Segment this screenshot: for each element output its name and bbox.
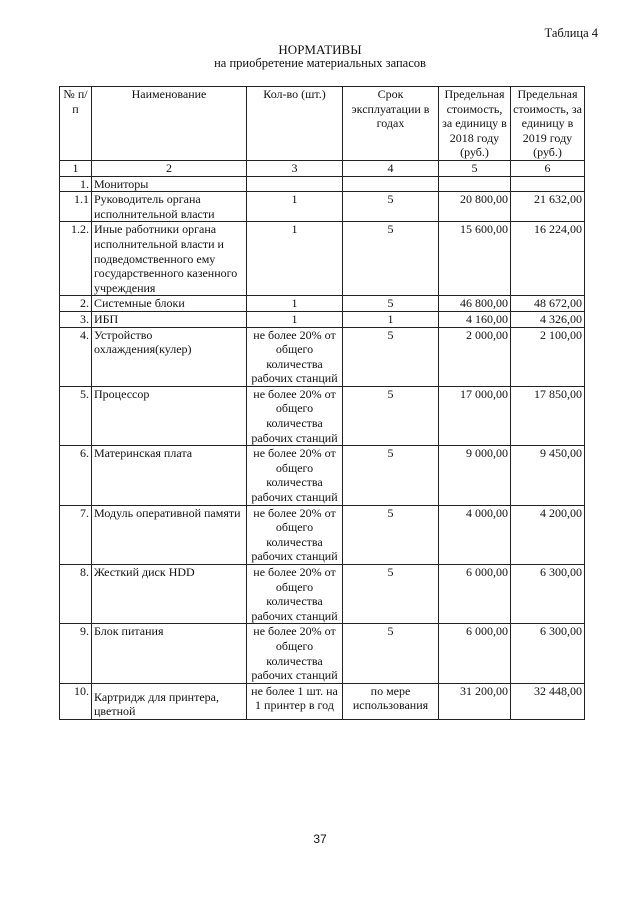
- row-name: Иные работники органа исполнительной власти и подведомственного ему государственного казенного учреждения: [92, 222, 247, 296]
- table-row: [60, 222, 585, 296]
- row-num: 1.2.: [60, 222, 92, 296]
- row-qty: не более 20% от общего количества рабочих станций: [247, 624, 343, 683]
- row-price-2018: 4 000,00: [439, 505, 511, 564]
- header-qty: Кол-во (шт.): [247, 87, 343, 161]
- header-price-2019: Предельная стоимость, за единицу в 2019 году (руб.): [511, 87, 585, 161]
- header-row: [60, 87, 585, 161]
- row-term: 5: [343, 386, 439, 445]
- row-num: 5.: [60, 386, 92, 445]
- row-price-2018: 15 600,00: [439, 222, 511, 296]
- row-name: Мониторы: [92, 176, 247, 192]
- row-qty: не более 20% от общего количества рабочих станций: [247, 505, 343, 564]
- row-price-2018: 9 000,00: [439, 446, 511, 505]
- table-row: [60, 327, 585, 386]
- row-num: 2.: [60, 296, 92, 312]
- row-num: 3.: [60, 311, 92, 327]
- header-num: № п/п: [60, 87, 92, 161]
- col-number: 1: [60, 160, 92, 176]
- row-num: 1.1: [60, 192, 92, 222]
- table-row: [60, 565, 585, 624]
- col-number: 2: [92, 160, 247, 176]
- table-row: [60, 311, 585, 327]
- table-caption: Таблица 4: [544, 26, 598, 40]
- row-qty: 1: [247, 192, 343, 222]
- row-num: 8.: [60, 565, 92, 624]
- row-qty: 1: [247, 222, 343, 296]
- row-price-2018: 20 800,00: [439, 192, 511, 222]
- row-term: 5: [343, 505, 439, 564]
- row-qty: не более 20% от общего количества рабочих станций: [247, 386, 343, 445]
- col-number: 5: [439, 160, 511, 176]
- row-name: Блок питания: [92, 624, 247, 683]
- row-price-2019: 6 300,00: [511, 565, 585, 624]
- col-number: 4: [343, 160, 439, 176]
- row-name: Материнская плата: [92, 446, 247, 505]
- row-price-2018: 6 000,00: [439, 565, 511, 624]
- row-num: 6.: [60, 446, 92, 505]
- table-row: [60, 624, 585, 683]
- row-term: по мере использования: [343, 683, 439, 719]
- header-term: Срок эксплуатации в годах: [343, 87, 439, 161]
- row-term: 5: [343, 192, 439, 222]
- table-row: [60, 386, 585, 445]
- row-name: Устройство охлаждения(кулер): [92, 327, 247, 386]
- column-number-row: [60, 160, 585, 176]
- row-qty: не более 20% от общего количества рабочих станций: [247, 446, 343, 505]
- table-row: [60, 192, 585, 222]
- row-qty: не более 1 шт. на 1 принтер в год: [247, 683, 343, 719]
- row-term: 1: [343, 311, 439, 327]
- row-qty: [247, 176, 343, 192]
- row-price-2019: 4 326,00: [511, 311, 585, 327]
- document-subtitle: на приобретение материальных запасов: [214, 56, 426, 70]
- row-num: 10.: [60, 683, 92, 719]
- row-price-2019: 17 850,00: [511, 386, 585, 445]
- table-row: [60, 296, 585, 312]
- row-term: 5: [343, 565, 439, 624]
- row-term: 5: [343, 222, 439, 296]
- row-price-2018: 4 160,00: [439, 311, 511, 327]
- norms-table: [59, 86, 585, 720]
- row-price-2018: 17 000,00: [439, 386, 511, 445]
- row-price-2018: [439, 176, 511, 192]
- table-row: [60, 505, 585, 564]
- document-title: НОРМАТИВЫ: [278, 42, 362, 57]
- row-name: Модуль оперативной памяти: [92, 505, 247, 564]
- row-price-2018: 6 000,00: [439, 624, 511, 683]
- row-num: 7.: [60, 505, 92, 564]
- row-term: 5: [343, 624, 439, 683]
- table-row: [60, 176, 585, 192]
- row-price-2018: 31 200,00: [439, 683, 511, 719]
- row-term: 5: [343, 446, 439, 505]
- row-price-2019: 6 300,00: [511, 624, 585, 683]
- row-qty: 1: [247, 296, 343, 312]
- col-number: 6: [511, 160, 585, 176]
- row-qty: 1: [247, 311, 343, 327]
- table-row: [60, 683, 585, 719]
- row-term: 5: [343, 296, 439, 312]
- row-price-2018: 2 000,00: [439, 327, 511, 386]
- row-name: Картридж для принтера, цветной: [92, 683, 247, 719]
- row-price-2019: 9 450,00: [511, 446, 585, 505]
- row-price-2019: 32 448,00: [511, 683, 585, 719]
- table-row: [60, 446, 585, 505]
- row-name: Процессор: [92, 386, 247, 445]
- row-price-2019: [511, 176, 585, 192]
- row-num: 1.: [60, 176, 92, 192]
- row-price-2019: 16 224,00: [511, 222, 585, 296]
- row-num: 4.: [60, 327, 92, 386]
- row-name: Жесткий диск HDD: [92, 565, 247, 624]
- row-name: Руководитель органа исполнительной власти: [92, 192, 247, 222]
- row-price-2018: 46 800,00: [439, 296, 511, 312]
- row-price-2019: 2 100,00: [511, 327, 585, 386]
- row-term: [343, 176, 439, 192]
- header-price-2018: Предельная стоимость, за единицу в 2018 году (руб.): [439, 87, 511, 161]
- row-price-2019: 48 672,00: [511, 296, 585, 312]
- header-name: Наименование: [92, 87, 247, 161]
- row-price-2019: 4 200,00: [511, 505, 585, 564]
- row-qty: не более 20% от общего количества рабочих станций: [247, 327, 343, 386]
- row-qty: не более 20% от общего количества рабочих станций: [247, 565, 343, 624]
- row-num: 9.: [60, 624, 92, 683]
- row-term: 5: [343, 327, 439, 386]
- page-number: 37: [313, 832, 327, 846]
- row-name: ИБП: [92, 311, 247, 327]
- col-number: 3: [247, 160, 343, 176]
- row-name: Системные блоки: [92, 296, 247, 312]
- row-price-2019: 21 632,00: [511, 192, 585, 222]
